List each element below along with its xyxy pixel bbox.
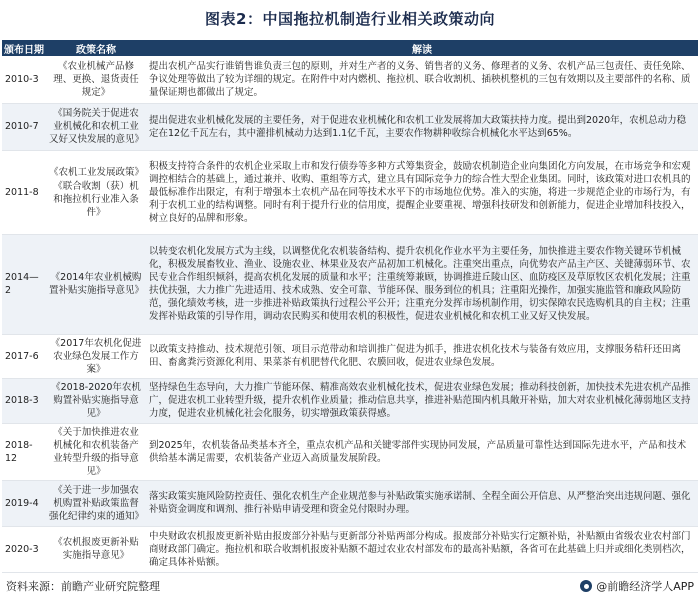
header-policy: 政策名称 — [46, 40, 146, 56]
row-date: 2011-8 — [2, 150, 46, 234]
table-row — [2, 56, 698, 103]
row-policy — [46, 150, 146, 234]
table-row — [2, 480, 698, 526]
chart-title: 图表2：中国拖拉机制造行业相关政策动向 — [205, 9, 495, 28]
row-date: 2017-6 — [2, 334, 46, 378]
policy-name: 《农机工业发展政策》 — [49, 166, 145, 178]
policy-name: 《关于进一步加强农机购置补贴政策监督强化纪律约束的通知》 — [49, 484, 145, 522]
row-date: 2020-3 — [2, 526, 46, 572]
policy-name: 《农业机械产品修理、更换、退货责任规定》 — [53, 60, 139, 98]
brand-text: @前瞻经济学人APP — [596, 580, 694, 593]
row-date: 2018-12 — [2, 423, 46, 480]
policy-table — [2, 40, 698, 573]
row-desc: 提出农机产品实行谁销售谁负责三包的原则，并对生产者的义务、销售者的义务、修理者的义务、农机产品三包责任、责任免除、争议处理等做出了较为详细的规定。在附件中对内燃机、拖拉机、联合收割机、插秧机整机的三包有效期以及主要部件的名称、质量保证期也都做出了规定。 — [146, 56, 698, 103]
policy-name: 《国务院关于促进农业机械化和农机工业又好又快发展的意见》 — [49, 108, 145, 145]
row-policy — [46, 480, 146, 526]
policy-name: 《关于加快推进农业机械化和农机装备产业转型升级的指导意见》 — [53, 426, 139, 477]
row-policy — [46, 334, 146, 378]
row-date: 2010-7 — [2, 103, 46, 150]
policy-name: 《农机报废更新补贴实施指导意见》 — [53, 537, 139, 561]
header-desc: 解读 — [146, 40, 698, 56]
row-date: 2018-3 — [2, 378, 46, 423]
row-desc: 落实政策实施风险防控责任、强化农机生产企业规范参与补贴政策实施承诺制、全程全面公开信息、从严整治突出违规问题、强化补贴资金调度和调剂、推行补贴申请受理和资金兑付限时办理。 — [146, 480, 698, 526]
table-row — [2, 334, 698, 378]
source-note: 资料来源：前瞻产业研究院整理 — [6, 580, 160, 593]
table-row — [2, 150, 698, 234]
row-policy — [46, 103, 146, 150]
table-row — [2, 526, 698, 572]
row-desc: 中央财政农机报废更新补贴由报废部分补贴与更新部分补贴两部分构成。报废部分补贴实行定额补贴，补贴额由省级农业农村部门商财政部门确定。拖拉机和联合收割机报废补贴额不超过农业农村部发布的最高补贴额，各省可在此基础上归并或细化类别档次，确定具体补贴额。 — [146, 526, 698, 572]
row-date: 2010-3 — [2, 56, 46, 103]
brand-logo-icon — [580, 580, 592, 592]
row-policy — [46, 56, 146, 103]
row-desc: 以转变农机化发展方式为主线，以调整优化农机装备结构、提升农机化作业水平为主要任务，加快推进主要农作物关键环节机械化，积极发展畜牧业、渔业、设施农业、林果业及农产品初加工机械化。注重突出重点，向优势农产品主产区、关键薄弱环节、农民专业合作组织倾斜，提高农机化发展的质量和水平；注重统筹兼顾，协调推进丘陵山区、血防疫区及草原牧区农机化发展；注重扶优扶强，大力推广先进适用、技术成熟、安全可靠、节能环保、服务到位的机具；注重阳光操作，加强实施监管和廉政风险防范，强化绩效考核，进一步推进补贴政策执行过程公平公开；注重充分发挥市场机制作用，切实保障农民选购机具的自主权；注重发挥补贴政策的引导作用，调动农民购买和使用农机的积极性，促进农业机械化和农机工业又好又快发展。 — [146, 234, 698, 334]
header-date: 颁布日期 — [2, 40, 46, 56]
policy-name: 《2018-2020年农机购置补贴实施指导意见》 — [51, 382, 141, 419]
row-desc: 以政策支持推动、技术规范引领、项目示范带动和培训推广促进为抓手，推进农机化技术与装备有效应用，支撑服务秸秆还田离田、畜禽粪污资源化利用、果菜茶有机肥替代化肥、农膜回收，促进农业绿色发展。 — [146, 334, 698, 378]
row-desc: 到2025年，农机装备品类基本齐全，重点农机产品和关键零部件实现协同发展，产品质量可靠性达到国际先进水平，产品和技术供给基本满足需要，农机装备产业迈入高质量发展阶段。 — [146, 423, 698, 480]
row-policy — [46, 378, 146, 423]
table-header-row — [2, 40, 698, 56]
row-desc: 提出促进农业机械化发展的主要任务，对于促进农业机械化和农机工业发展将加大政策扶持力度。提出到2020年，农机总动力稳定在12亿千瓦左右，其中灌排机械动力达到1.1亿千瓦，主要农作物耕种收综合机械化水平达到65%。 — [146, 103, 698, 150]
row-policy — [46, 526, 146, 572]
table-row — [2, 103, 698, 150]
table-row — [2, 423, 698, 480]
table-row — [2, 378, 698, 423]
brand-mark — [580, 578, 700, 594]
policy-name: 《2014年农业机械购置补贴实施指导意见》 — [49, 272, 145, 296]
policy-name: 《联合收割（获）机和拖拉机行业准入条件》 — [53, 180, 139, 218]
footer — [0, 574, 700, 598]
row-policy — [46, 423, 146, 480]
row-date: 2019-4 — [2, 480, 46, 526]
row-desc: 坚持绿色生态导向，大力推广节能环保、精准高效农业机械化技术，促进农业绿色发展；推动科技创新，加快技术先进农机产品推广，促进农机工业转型升级，提升农机作业质量；推动信息共享，推进补贴范围内机具敞开补贴，加大对农业机械化薄弱地区支持力度，促进农业机械化社会化服务，切实增强政策获得感。 — [146, 378, 698, 423]
row-date: 2014—2 — [2, 234, 46, 334]
row-policy — [46, 234, 146, 334]
policy-name: 《2017年农机化促进农业绿色发展工作方案》 — [50, 337, 142, 375]
row-desc: 积极支持符合条件的农机企业采取上市和发行债券等多种方式筹集资金，鼓励农机制造企业向集团化方向发展，在市场竞争和宏观调控相结合的基础上，通过兼并、收购、重组等方式，建立具有国际竞争力的综合性大型企业集团。同时，该政策对进口农机具的最低标准作出限定，有利于增强本土农机产品在同等技术水平下的市场地位优势。准入的实施，将进一步规范企业的市场行为，有利于农机工业的结构调整。同时有利于提升行业的信用度，提醒企业要重视、增强科技研发和创新能力，促进企业增加科技投入，树立良好的品牌和形象。 — [146, 150, 698, 234]
table-row — [2, 234, 698, 334]
